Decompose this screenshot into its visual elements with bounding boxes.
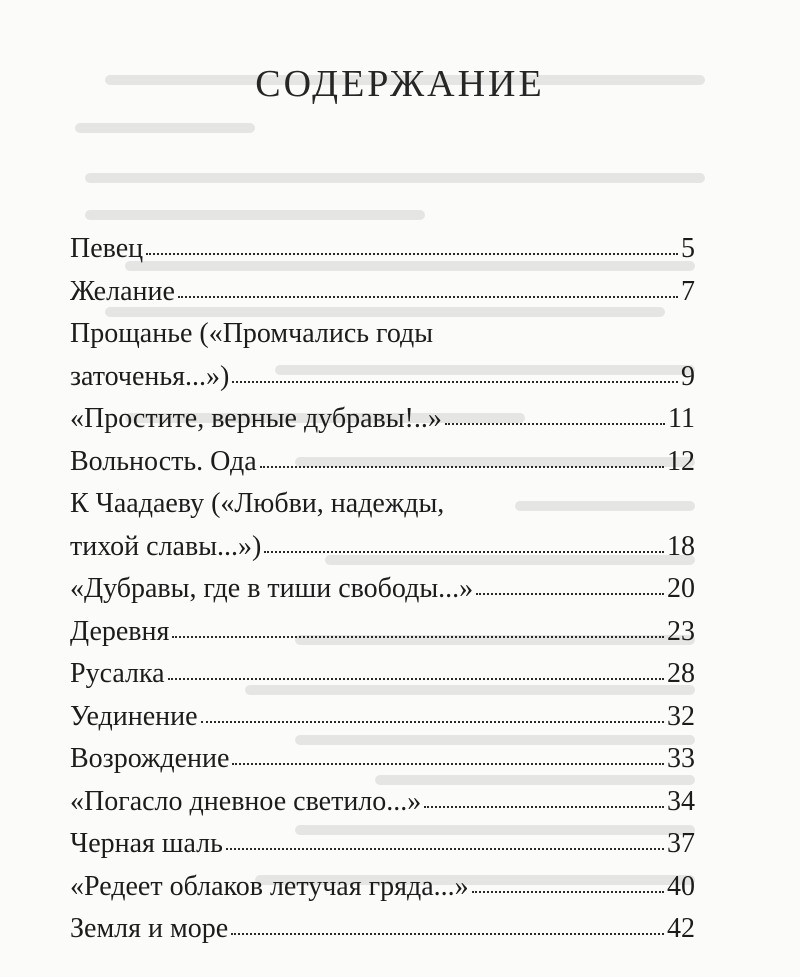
toc-entry-page-number: 37	[667, 828, 695, 859]
dot-leader	[424, 805, 664, 808]
toc-entry-page-number: 11	[668, 403, 695, 434]
dot-leader	[201, 720, 664, 723]
toc-entry-page-number: 32	[667, 700, 695, 732]
toc-entry-title: Желание	[70, 275, 175, 307]
toc-entry-title-line1: Прощанье («Промчались годы	[70, 318, 434, 349]
toc-entry-title: «Редеет облаков летучая гряда...»	[70, 870, 469, 902]
toc-entry[interactable]	[70, 908, 695, 951]
toc-entry[interactable]	[70, 313, 695, 398]
toc-entry-title: «Простите, верные дубравы!..»	[70, 403, 442, 434]
toc-entry-title: Деревня	[70, 615, 170, 647]
toc-entry-page-number: 28	[667, 658, 695, 689]
toc-entry-title: Вольность. Ода	[70, 445, 257, 477]
toc-entry-page-number: 23	[667, 615, 695, 647]
toc-entry-title-line1: К Чаадаеву («Любви, надежды,	[70, 488, 445, 519]
toc-entry-title: «Дубравы, где в тиши свободы...»	[70, 573, 474, 604]
dot-leader	[264, 550, 664, 553]
toc-entry-page-number: 9	[681, 360, 695, 392]
dot-leader	[476, 592, 664, 595]
dot-leader	[260, 465, 664, 468]
toc-entry-title: Певец	[70, 233, 144, 264]
dot-leader	[472, 890, 664, 893]
toc-entry[interactable]	[70, 228, 695, 271]
toc-entry-title: Земля и море	[70, 913, 229, 944]
dot-leader	[178, 295, 678, 298]
toc-entry-title: Уединение	[70, 700, 198, 732]
dot-leader	[172, 635, 664, 638]
toc-entry[interactable]	[70, 738, 695, 781]
toc-entry-page-number: 40	[667, 870, 695, 902]
toc-entry-page-number: 42	[667, 913, 695, 944]
toc-entry[interactable]	[70, 653, 695, 696]
toc-entry-page-number: 5	[681, 233, 695, 264]
dot-leader	[226, 847, 664, 850]
toc-entry-title: Русалка	[70, 658, 165, 689]
dot-leader	[146, 252, 678, 255]
dot-leader	[232, 762, 664, 765]
dot-leader	[168, 677, 664, 680]
toc-entry-title: тихой славы...»)	[70, 530, 262, 562]
toc-entry[interactable]	[70, 696, 695, 739]
toc-entry-title: Возрождение	[70, 743, 230, 774]
toc-entry[interactable]	[70, 823, 695, 866]
toc-entry[interactable]	[70, 568, 695, 611]
toc-entry-page-number: 34	[667, 785, 695, 817]
table-of-contents	[70, 228, 695, 951]
toc-entry[interactable]	[70, 866, 695, 909]
dot-leader	[231, 932, 664, 935]
toc-entry-title: «Погасло дневное светило...»	[70, 785, 422, 817]
toc-entry-title: заточенья...»)	[70, 360, 230, 392]
toc-entry-page-number: 18	[667, 530, 695, 562]
toc-entry-page-number: 12	[667, 445, 695, 477]
toc-entry-title: Черная шаль	[70, 828, 223, 859]
dot-leader	[232, 380, 678, 383]
toc-entry-page-number: 33	[667, 743, 695, 774]
page-title: СОДЕРЖАНИЕ	[255, 63, 545, 105]
toc-entry[interactable]	[70, 611, 695, 654]
toc-entry[interactable]	[70, 398, 695, 441]
toc-entry[interactable]	[70, 483, 695, 568]
toc-entry-page-number: 20	[667, 573, 695, 604]
dot-leader	[445, 422, 665, 425]
toc-entry[interactable]	[70, 441, 695, 484]
toc-entry-page-number: 7	[681, 275, 695, 307]
toc-entry[interactable]	[70, 271, 695, 314]
toc-entry[interactable]	[70, 781, 695, 824]
